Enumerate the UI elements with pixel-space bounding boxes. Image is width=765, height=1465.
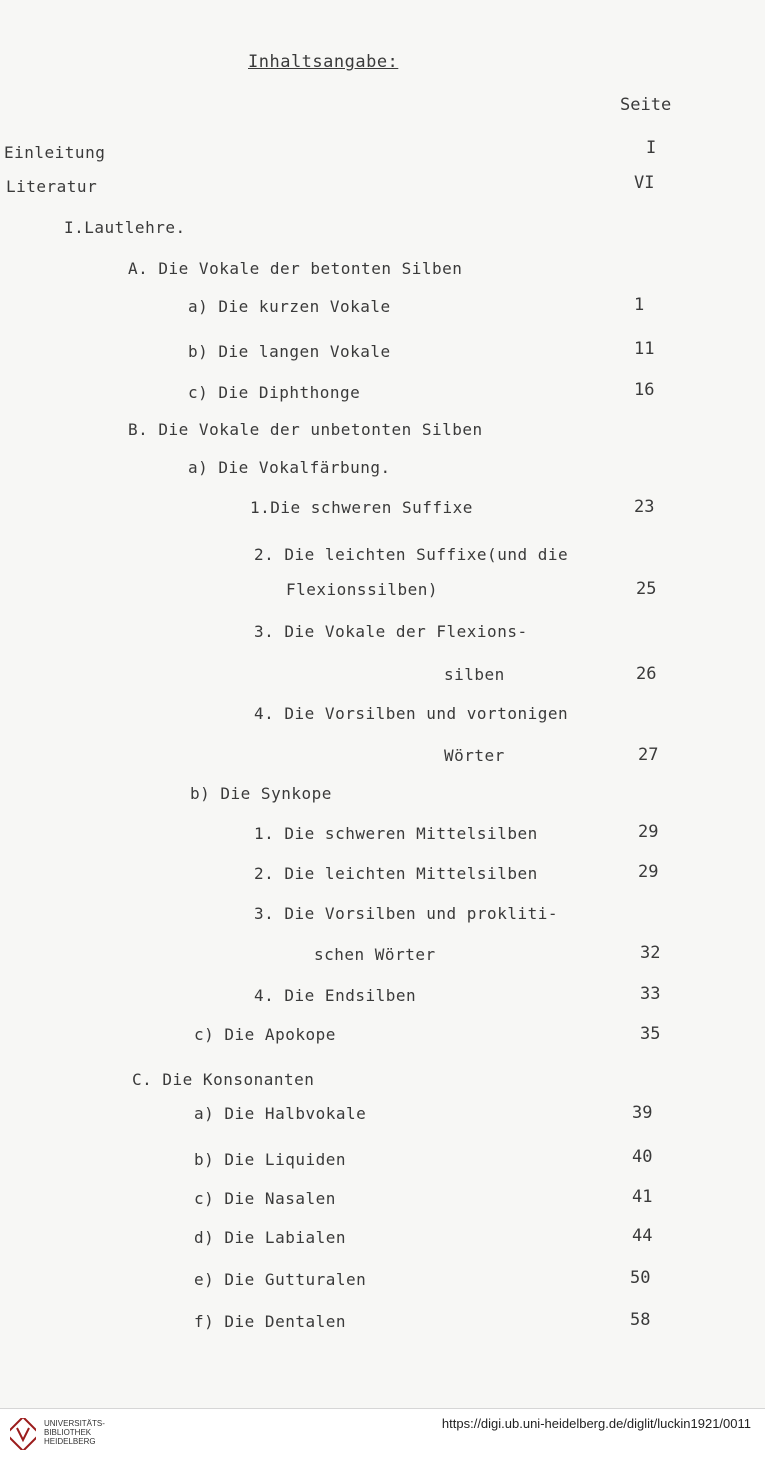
toc-entry: Flexionssilben) <box>286 580 438 599</box>
toc-entry: silben <box>444 665 505 684</box>
toc-entry: a) Die kurzen Vokale <box>188 297 391 316</box>
toc-entry: C. Die Konsonanten <box>132 1070 315 1089</box>
toc-entry: a) Die Halbvokale <box>194 1104 367 1123</box>
toc-entry: schen Wörter <box>314 945 436 964</box>
toc-page: 29 <box>638 862 659 882</box>
toc-entry: B. Die Vokale der unbetonten Silben <box>128 420 483 439</box>
toc-page: VI <box>634 173 655 193</box>
toc-entry: I.Lautlehre. <box>64 218 186 237</box>
toc-page: 50 <box>630 1268 651 1288</box>
page-title: Inhaltsangabe: <box>248 52 399 72</box>
toc-page: 26 <box>636 664 657 684</box>
logo-line: UNIVERSITÄTS- <box>44 1419 105 1428</box>
toc-entry: 1.Die schweren Suffixe <box>250 498 473 517</box>
toc-entry: Literatur <box>6 177 98 196</box>
page-url-link[interactable]: https://digi.ub.uni-heidelberg.de/diglit/luckin1921/0011 <box>441 1416 751 1431</box>
toc-entry: f) Die Dentalen <box>194 1312 346 1331</box>
toc-entry: c) Die Apokope <box>194 1025 336 1044</box>
toc-page: 44 <box>632 1226 653 1246</box>
toc-entry: 1. Die schweren Mittelsilben <box>254 824 538 843</box>
toc-page: 1 <box>634 295 645 315</box>
toc-entry: Wörter <box>444 746 505 765</box>
toc-entry: c) Die Nasalen <box>194 1189 336 1208</box>
toc-entry: c) Die Diphthonge <box>188 383 361 402</box>
toc-page: 41 <box>632 1187 653 1207</box>
toc-entry: 3. Die Vorsilben und prokliti- <box>254 904 558 923</box>
toc-page: 16 <box>634 380 655 400</box>
toc-entry: Einleitung <box>4 143 106 162</box>
toc-entry: A. Die Vokale der betonten Silben <box>128 259 463 278</box>
page-column-header: Seite <box>620 95 672 115</box>
toc-entry: d) Die Labialen <box>194 1228 346 1247</box>
toc-page: 35 <box>640 1024 661 1044</box>
toc-page: I <box>646 138 657 158</box>
toc-page: 33 <box>640 984 661 1004</box>
toc-page: 27 <box>638 745 659 765</box>
toc-entry: e) Die Gutturalen <box>194 1270 367 1289</box>
toc-entry: 3. Die Vokale der Flexions- <box>254 622 528 641</box>
toc-page: 23 <box>634 497 655 517</box>
library-logo-icon <box>10 1418 36 1450</box>
toc-page: 39 <box>632 1103 653 1123</box>
toc-entry: b) Die Liquiden <box>194 1150 346 1169</box>
toc-page: 29 <box>638 822 659 842</box>
toc-entry: 2. Die leichten Mittelsilben <box>254 864 538 883</box>
toc-entry: 4. Die Endsilben <box>254 986 417 1005</box>
library-logo-text <box>44 1419 105 1446</box>
toc-page: 11 <box>634 339 655 359</box>
logo-line: HEIDELBERG <box>44 1437 96 1446</box>
toc-page: 32 <box>640 943 661 963</box>
toc-entry: b) Die Synkope <box>190 784 332 803</box>
toc-entry: 4. Die Vorsilben und vortonigen <box>254 704 569 723</box>
toc-entry: b) Die langen Vokale <box>188 342 391 361</box>
toc-page: 58 <box>630 1310 651 1330</box>
toc-entry: a) Die Vokalfärbung. <box>188 458 391 477</box>
toc-page: 25 <box>636 579 657 599</box>
toc-entry: 2. Die leichten Suffixe(und die <box>254 545 569 564</box>
toc-page: 40 <box>632 1147 653 1167</box>
logo-line: BIBLIOTHEK <box>44 1428 92 1437</box>
